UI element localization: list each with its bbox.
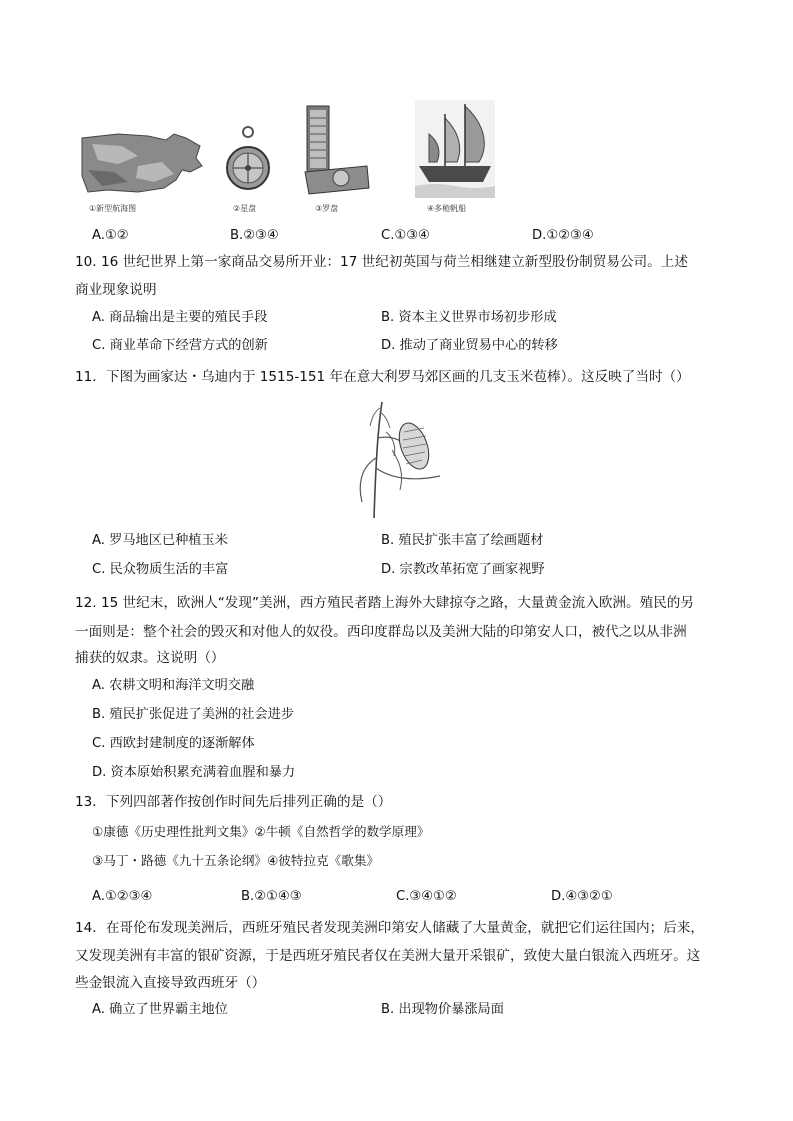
q10-option-d: D. 推动了商业贸易中心的转移	[381, 338, 558, 353]
q11-option-b: B. 殖民扩张丰富了绘画题材	[381, 533, 544, 548]
q9-option-c: C.①③④	[381, 228, 430, 243]
q11-option-d: D. 宗教改革拓宽了画家视野	[381, 562, 545, 577]
q11-option-c: C. 民众物质生活的丰富	[92, 562, 229, 577]
q13-stem: 13．下列四部著作按创作时间先后排列正确的是（）	[75, 794, 392, 810]
q10-option-c: C. 商业革命下经营方式的创新	[92, 338, 268, 353]
corn-drawing-image	[356, 398, 446, 522]
q13-option-d: D.④③②①	[551, 889, 613, 904]
q12-stem-line2: 一面则是：整个社会的毁灭和对他人的奴役。西印度群岛以及美洲大陆的印第安人口，被代之以从非洲	[75, 624, 687, 640]
sailing-ship-image	[415, 100, 495, 198]
map-image	[78, 130, 203, 196]
q12-option-b: B. 殖民扩张促进了美洲的社会进步	[92, 707, 295, 722]
q14-stem-line1: 14．在哥伦布发现美洲后，西班牙殖民者发现美洲印第安人储藏了大量黄金，就把它们运往国内；后来，	[75, 920, 705, 936]
q13-option-a: A.①②③④	[92, 889, 153, 904]
q10-option-b: B. 资本主义世界市场初步形成	[381, 310, 557, 325]
q11-option-a: A. 罗马地区已种植玉米	[92, 533, 228, 548]
q9-option-a: A.①②	[92, 228, 129, 243]
q9-option-d: D.①②③④	[532, 228, 594, 243]
ship-caption: ④多桅帆船	[427, 204, 467, 213]
q14-option-a: A. 确立了世界霸主地位	[92, 1002, 228, 1017]
q10-stem-line1: 10. 16 世纪世界上第一家商品交易所开业：17 世纪初英国与荷兰相继建立新型股份制贸易公司。上述	[75, 254, 688, 270]
q14-option-b: B. 出现物价暴涨局面	[381, 1002, 504, 1017]
compass-image	[301, 104, 371, 196]
q13-option-c: C.③④①②	[396, 889, 457, 904]
q12-option-d: D. 资本原始积累充满着血腥和暴力	[92, 765, 296, 780]
q13-works-line2: ③马丁・路德《九十五条论纲》④彼特拉克《歌集》	[92, 853, 380, 868]
q13-works-line1: ①康德《历史理性批判文集》②牛顿《自然哲学的数学原理》	[92, 824, 430, 839]
astrolabe-caption: ②星盘	[233, 204, 257, 213]
q12-option-c: C. 西欧封建制度的逐渐解体	[92, 736, 255, 751]
q12-option-a: A. 农耕文明和海洋文明交融	[92, 678, 255, 693]
q10-option-a: A. 商品输出是主要的殖民手段	[92, 310, 268, 325]
q10-stem-line2: 商业现象说明	[75, 282, 157, 298]
map-caption: ①新型航海图	[89, 204, 137, 213]
q11-stem: 11．下图为画家达・乌迪内于 1515-151 年在意大利罗马郊区画的几支玉米苞棒）。这反映了当时（）	[75, 369, 690, 385]
q9-option-b: B.②③④	[230, 228, 279, 243]
q12-stem-line3: 捕获的奴隶。这说明（）	[75, 650, 225, 666]
q14-stem-line3: 些金银流入直接导致西班牙（）	[75, 975, 266, 991]
compass-caption: ③罗盘	[315, 204, 339, 213]
q12-stem-line1: 12. 15 世纪末，欧洲人“发现”美洲，西方殖民者踏上海外大肆掠夺之路，大量黄金流入欧洲。殖民的另	[75, 595, 694, 611]
q14-stem-line2: 又发现美洲有丰富的银矿资源，于是西班牙殖民者仅在美洲大量开采银矿，致使大量白银流入西班牙。这	[75, 948, 701, 964]
q9-figure-row	[75, 100, 495, 218]
astrolabe-image	[225, 124, 271, 196]
q13-option-b: B.②①④③	[241, 889, 302, 904]
